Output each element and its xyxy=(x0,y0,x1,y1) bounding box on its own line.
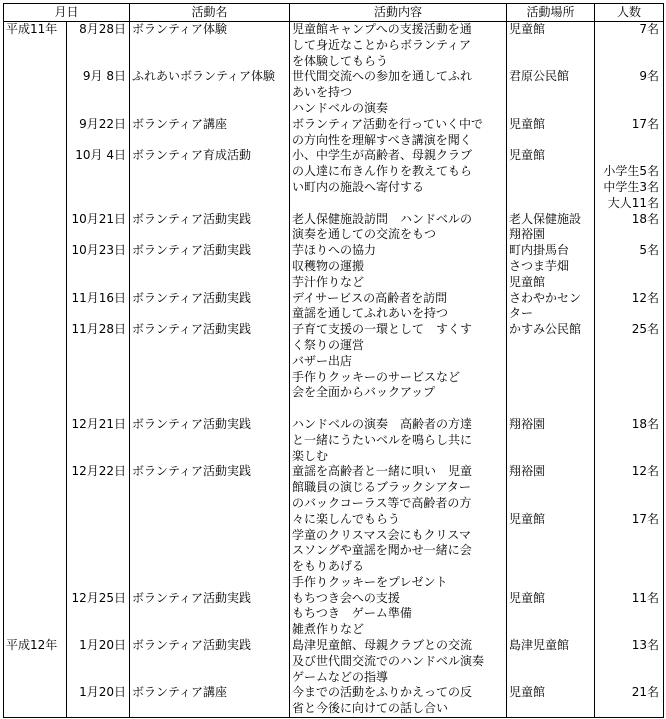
date-cell: 1月20日 xyxy=(67,638,130,685)
activity-content-cell-line: 省と今後に向けての話し合い xyxy=(292,701,449,716)
activity-content-cell xyxy=(290,148,507,211)
activity-content-cell xyxy=(290,685,507,717)
participant-count-cell-line: 中学生3名 xyxy=(603,179,660,194)
activity-name-cell: ボランティア活動実践 xyxy=(130,291,290,323)
activity-content-cell xyxy=(290,69,507,116)
participant-count-cell xyxy=(595,685,664,717)
date-cell: 12月21日 xyxy=(67,417,130,464)
activity-content-cell-line: 童謡を高齢者と一緒に唄い 児童 xyxy=(292,464,473,479)
activity-name-cell: ボランティア活動実践 xyxy=(130,417,290,464)
activity-place-cell xyxy=(507,148,595,211)
activity-content-cell xyxy=(290,291,507,323)
activity-content-cell xyxy=(290,417,507,464)
table-row xyxy=(4,148,664,211)
activity-place-cell xyxy=(507,638,595,685)
participant-count-cell-line: 小学生5名 xyxy=(603,164,660,179)
activity-place-cell xyxy=(507,417,595,464)
era-cell xyxy=(4,591,67,638)
activity-content-cell-line: 芋ほりへの協力 xyxy=(292,243,377,258)
activity-content-cell-line: 収穫物の運搬 xyxy=(292,258,365,273)
activity-content-cell-line: あいを持つ xyxy=(292,85,353,100)
activity-name-cell: ボランティア活動実践 xyxy=(130,212,290,244)
participant-count-cell xyxy=(595,212,664,244)
activity-content-cell-line: スソングや童謡を聞かせ一緒に会 xyxy=(292,543,472,558)
activity-content-cell-line: 楽しむ xyxy=(292,448,329,463)
activity-name-cell: ボランティア活動実践 xyxy=(130,638,290,685)
activity-content-cell-line: 雑煮作りなど xyxy=(292,622,365,637)
era-cell xyxy=(4,243,67,290)
activity-content-cell-line: 学童のクリスマス会にもクリスマ xyxy=(292,527,472,542)
activity-content-cell-line: と一緒にうたいベルを鳴らし共に xyxy=(292,432,473,447)
activity-place-cell xyxy=(507,117,595,149)
activity-name-cell: ボランティア体験 xyxy=(130,22,290,70)
date-cell: 12月25日 xyxy=(67,591,130,638)
table-row xyxy=(4,22,664,70)
table-row xyxy=(4,243,664,290)
activity-content-cell-line: をもりあげる xyxy=(292,559,365,574)
activity-content-cell xyxy=(290,212,507,244)
activity-content-cell-line: 世代間交流への参加を通してふれ xyxy=(292,69,473,84)
activity-place-cell-line: 児童館 xyxy=(509,148,546,163)
table-row xyxy=(4,117,664,149)
activity-place-cell xyxy=(507,464,595,590)
activity-place-cell xyxy=(507,243,595,290)
activity-content-cell-line: 手作りクッキーをプレゼント xyxy=(292,574,448,589)
era-cell xyxy=(4,322,67,417)
table-row xyxy=(4,291,664,323)
activity-content-cell-line: 小、中学生が高齢者、母親クラブ xyxy=(292,148,473,163)
activity-place-cell-line: 翔裕園 xyxy=(509,464,546,479)
era-cell xyxy=(4,212,67,244)
activity-content-cell-line: 演奏を通しての交流をもつ xyxy=(292,227,437,242)
participant-count-cell-line: 7名 xyxy=(639,22,660,36)
activity-content-cell-line: 今までの活動をふりかえっての反 xyxy=(292,685,473,700)
participant-count-cell xyxy=(595,591,664,638)
header-activity-name: 活動名 xyxy=(130,4,290,22)
activity-content-cell xyxy=(290,322,507,417)
date-cell: 11月16日 xyxy=(67,291,130,323)
date-cell: 1月20日 xyxy=(67,685,130,717)
participant-count-cell-line: 17名 xyxy=(631,116,660,131)
activity-rows xyxy=(4,22,664,718)
activity-sheet xyxy=(3,3,663,716)
participant-count-cell-line: 21名 xyxy=(631,685,660,700)
activity-place-cell-line: 老人保健施設 xyxy=(509,211,582,226)
activity-name-cell: ふれあいボランティア体験 xyxy=(130,69,290,116)
activity-place-cell-line xyxy=(509,496,592,512)
era-cell xyxy=(4,685,67,717)
activity-place-cell-line: 児童館 xyxy=(509,590,546,605)
table-row xyxy=(4,685,664,717)
activity-place-cell xyxy=(507,22,595,70)
activity-place-cell xyxy=(507,322,595,417)
activity-place-cell-line xyxy=(509,480,592,496)
participant-count-cell-line: 12名 xyxy=(631,464,660,479)
date-cell: 9月 8日 xyxy=(67,69,130,116)
participant-count-cell-line: 18名 xyxy=(631,416,660,431)
activity-place-cell-line: ター xyxy=(509,306,534,321)
participant-count-cell-line: 18名 xyxy=(631,211,660,226)
activity-place-cell-line: さつま芋畑 xyxy=(509,258,570,273)
activity-content-cell-line: 芋汁作りなど xyxy=(292,274,365,289)
date-cell: 8月28日 xyxy=(67,22,130,70)
participant-count-cell-line xyxy=(597,148,659,164)
activity-content-cell-line: 童謡を通してふれあいを持つ xyxy=(292,306,449,321)
activity-content-cell xyxy=(290,464,507,590)
activity-content-cell xyxy=(290,117,507,149)
activity-name-cell: ボランティア講座 xyxy=(130,117,290,149)
activity-content-cell-line: く祭りの運営 xyxy=(292,337,365,352)
activity-place-cell-line: 翔裕園 xyxy=(509,416,546,431)
date-cell: 10月23日 xyxy=(67,243,130,290)
era-cell: 平成11年 xyxy=(4,22,67,70)
era-cell xyxy=(4,417,67,464)
activity-name-cell: ボランティア育成活動 xyxy=(130,148,290,211)
activity-content-cell-line xyxy=(292,401,504,417)
activity-place-cell-line: 児童館 xyxy=(509,22,546,36)
header-participant-count: 人数 xyxy=(595,4,664,22)
activity-content-cell-line: 子育て支援の一環として すくす xyxy=(292,322,473,337)
participant-count-cell-line: 5名 xyxy=(639,243,660,258)
participant-count-cell xyxy=(595,69,664,116)
activity-content-cell-line: の人達に布きん作りを教えてもら xyxy=(292,164,473,179)
date-cell: 11月28日 xyxy=(67,322,130,417)
activity-place-cell-line: 児童館 xyxy=(509,116,546,131)
table-row xyxy=(4,591,664,638)
activity-content-cell-line: の方向性を理解すべき講演を聞く xyxy=(292,132,472,147)
participant-count-cell xyxy=(595,148,664,211)
activity-content-cell-line: を体験してもらう xyxy=(292,53,389,68)
activity-place-cell xyxy=(507,291,595,323)
date-cell: 12月22日 xyxy=(67,464,130,590)
participant-count-cell-line: 11名 xyxy=(631,590,660,605)
activity-name-cell: ボランティア活動実践 xyxy=(130,243,290,290)
era-cell xyxy=(4,148,67,211)
table-row xyxy=(4,212,664,244)
activity-content-cell-line: い町内の施設へ寄付する xyxy=(292,179,425,194)
activity-content-cell xyxy=(290,591,507,638)
activity-content-cell xyxy=(290,243,507,290)
activity-name-cell: ボランティア活動実践 xyxy=(130,322,290,417)
era-cell xyxy=(4,291,67,323)
participant-count-cell xyxy=(595,291,664,323)
participant-count-cell xyxy=(595,638,664,685)
activity-content-cell-line: もちつき ゲーム準備 xyxy=(292,606,412,621)
activity-content-cell-line: 館職員の演じるブラックシアター xyxy=(292,480,471,495)
participant-count-cell-line: 25名 xyxy=(631,322,660,337)
activity-place-cell-line: 君原公民館 xyxy=(509,69,570,84)
participant-count-cell xyxy=(595,22,664,70)
activity-content-cell-line: 々に楽しんでもらう xyxy=(292,511,401,526)
era-cell xyxy=(4,69,67,116)
activity-content-cell-line: ハンドベルの演奏 xyxy=(292,100,389,115)
activity-content-cell-line: ゲームなどの指導 xyxy=(292,669,389,684)
era-cell xyxy=(4,117,67,149)
activity-place-cell-line: 翔裕園 xyxy=(509,227,546,242)
participant-count-cell-line xyxy=(597,496,659,512)
date-cell: 10月21日 xyxy=(67,212,130,244)
activity-content-cell-line: 老人保健施設訪問 ハンドベルの xyxy=(292,211,473,226)
participant-count-cell xyxy=(595,243,664,290)
table-row xyxy=(4,417,664,464)
activity-content-cell-line: ボランティア活動を行っていく中で xyxy=(292,116,484,131)
activity-place-cell-line: さわやかセン xyxy=(509,290,582,305)
table-row xyxy=(4,464,664,590)
participant-count-cell-line: 17名 xyxy=(631,511,660,526)
header-activity-content: 活動内容 xyxy=(290,4,507,22)
table-row xyxy=(4,69,664,116)
table-row xyxy=(4,322,664,417)
date-cell: 9月22日 xyxy=(67,117,130,149)
activity-content-cell-line: 手作りクッキーのサービスなど xyxy=(292,369,461,384)
activity-content-cell-line: 及び世代間交流でのハンドベル演奏 xyxy=(292,653,485,668)
participant-count-cell xyxy=(595,417,664,464)
activity-place-cell xyxy=(507,685,595,717)
participant-count-cell-line: 9名 xyxy=(639,69,660,84)
activity-place-cell xyxy=(507,69,595,116)
activity-content-cell-line: 島津児童館、母親クラブとの交流 xyxy=(292,638,473,653)
table-row xyxy=(4,638,664,685)
activity-content-cell-line: バザー出店 xyxy=(292,353,353,368)
activity-content-cell-line: のバックコーラス等で高齢者の方 xyxy=(292,495,472,510)
activity-name-cell: ボランティア講座 xyxy=(130,685,290,717)
activity-place-cell-line: 島津児童館 xyxy=(509,638,570,653)
activity-place-cell-line: 児童館 xyxy=(509,511,546,526)
activity-content-cell-line: もちつき会への支援 xyxy=(292,590,400,605)
activity-place-cell-line: 町内掛馬台 xyxy=(509,243,570,258)
activity-place-cell-line: かすみ公民館 xyxy=(509,322,582,337)
participant-count-cell-line: 13名 xyxy=(631,638,660,653)
header-row xyxy=(4,4,664,22)
header-date: 月日 xyxy=(4,4,130,22)
participant-count-cell-line xyxy=(597,480,659,496)
participant-count-cell xyxy=(595,464,664,590)
era-cell: 平成12年 xyxy=(4,638,67,685)
activity-name-cell: ボランティア活動実践 xyxy=(130,464,290,590)
activity-place-cell-line: 児童館 xyxy=(509,685,546,700)
activity-content-cell-line: して身近なことからボランティア xyxy=(292,37,472,52)
activity-place-cell xyxy=(507,591,595,638)
activity-table xyxy=(3,3,664,718)
participant-count-cell-line: 大人11名 xyxy=(607,195,660,210)
activity-content-cell-line: デイサービスの高齢者を訪問 xyxy=(292,290,448,305)
activity-place-cell-line: 児童館 xyxy=(509,274,546,289)
participant-count-cell xyxy=(595,117,664,149)
activity-place-cell xyxy=(507,212,595,244)
participant-count-cell xyxy=(595,322,664,417)
date-cell: 10月 4日 xyxy=(67,148,130,211)
activity-name-cell: ボランティア活動実践 xyxy=(130,591,290,638)
header-activity-place: 活動場所 xyxy=(507,4,595,22)
activity-content-cell-line: ハンドベルの演奏 高齢者の方達 xyxy=(292,416,473,431)
activity-content-cell xyxy=(290,638,507,685)
era-cell xyxy=(4,464,67,590)
activity-content-cell xyxy=(290,22,507,70)
participant-count-cell-line: 12名 xyxy=(631,290,660,305)
activity-content-cell-line: 児童館キャンプへの支援活動を通 xyxy=(292,22,472,36)
activity-content-cell-line: 会を全面からバックアップ xyxy=(292,385,436,400)
